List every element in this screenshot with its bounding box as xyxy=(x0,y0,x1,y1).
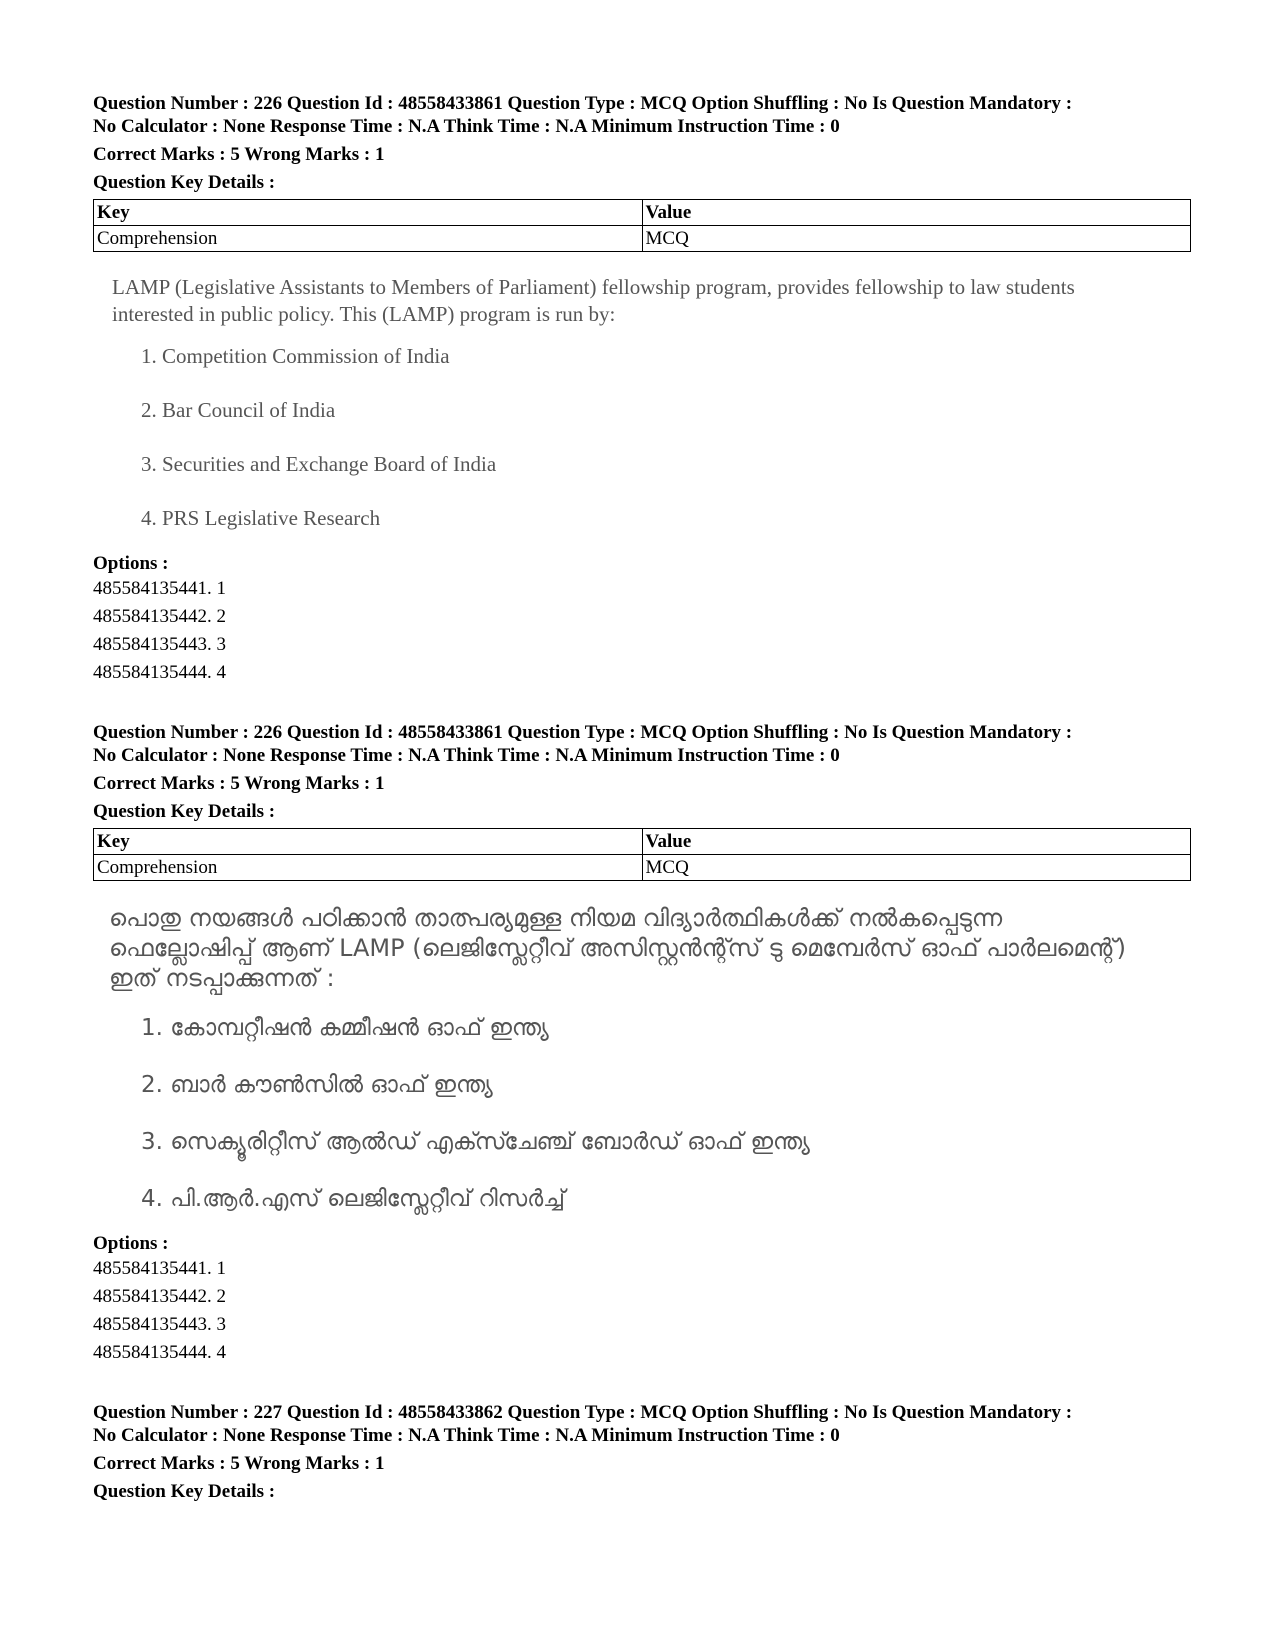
key-details-table xyxy=(93,828,1191,881)
choice-item: 3. സെക്യൂരിറ്റീസ് ആൽഡ് എക്സ്ചേഞ്ച് ബോർഡ് ഓഫ് ഇന്ത്യ xyxy=(141,1129,810,1155)
table-header-row xyxy=(94,829,1191,855)
table-header-row xyxy=(94,200,1191,226)
choice-item: 4. PRS Legislative Research xyxy=(141,506,381,530)
table-header-key: Key xyxy=(94,829,643,855)
option-row: 485584135441. 1 xyxy=(93,578,226,599)
choice-item: 1. Competition Commission of India xyxy=(141,344,450,368)
option-row: 485584135441. 1 xyxy=(93,1258,226,1279)
marks-line: Correct Marks : 5 Wrong Marks : 1 xyxy=(93,144,385,165)
choice-item: 1. കോമ്പറ്റീഷൻ കമ്മീഷൻ ഓഫ് ഇന്ത്യ xyxy=(141,1015,549,1041)
option-row: 485584135444. 4 xyxy=(93,662,226,683)
table-header-value: Value xyxy=(642,200,1191,226)
option-row: 485584135443. 3 xyxy=(93,1314,226,1335)
option-row: 485584135442. 2 xyxy=(93,606,226,627)
options-label: Options : xyxy=(93,553,169,574)
choice-item: 3. Securities and Exchange Board of India xyxy=(141,452,497,476)
question-block-227 xyxy=(93,1401,1193,1503)
choice-list xyxy=(93,1013,1193,1214)
option-row: 485584135444. 4 xyxy=(93,1342,226,1363)
marks-line: Correct Marks : 5 Wrong Marks : 1 xyxy=(93,773,385,794)
question-meta-line-2: No Calculator : None Response Time : N.A Think Time : N.A Minimum Instruction Time : 0 xyxy=(93,1425,840,1446)
option-row: 485584135443. 3 xyxy=(93,634,226,655)
choice-item: 2. ബാർ കൗൺസിൽ ഓഫ് ഇന്ത്യ xyxy=(141,1072,493,1098)
key-details-label: Question Key Details : xyxy=(93,801,276,822)
table-cell-key: Comprehension xyxy=(94,855,643,881)
choice-item: 2. Bar Council of India xyxy=(141,398,336,422)
question-text: LAMP (Legislative Assistants to Members of Parliament) fellowship program, provides fellowship to law students interested in public policy. This (LAMP) program is run by: xyxy=(112,275,1075,326)
question-meta-line-2: No Calculator : None Response Time : N.A Think Time : N.A Minimum Instruction Time : 0 xyxy=(93,745,840,766)
choice-list xyxy=(93,343,1193,532)
key-details-label: Question Key Details : xyxy=(93,1481,276,1502)
key-details-table xyxy=(93,199,1191,252)
question-meta-line-2: No Calculator : None Response Time : N.A Think Time : N.A Minimum Instruction Time : 0 xyxy=(93,116,840,137)
option-row: 485584135442. 2 xyxy=(93,1286,226,1307)
table-cell-value: MCQ xyxy=(642,226,1191,252)
table-header-key: Key xyxy=(94,200,643,226)
question-meta-line-1: Question Number : 226 Question Id : 48558433861 Question Type : MCQ Option Shuffling : No Is Question Mandatory : xyxy=(93,722,1073,743)
question-block-226-malayalam xyxy=(93,721,1193,1367)
table-row xyxy=(94,855,1191,881)
question-meta-line-1: Question Number : 227 Question Id : 48558433862 Question Type : MCQ Option Shuffling : No Is Question Mandatory : xyxy=(93,1402,1073,1423)
table-header-value: Value xyxy=(642,829,1191,855)
question-text: പൊതു നയങ്ങൾ പഠിക്കാൻ താത്പര്യമുള്ള നിയമ വിദ്യാർത്ഥികൾക്ക് നൽകപ്പെടുന്ന ഫെല്ലോഷിപ്പ് ആണ് LAMP (ലെജിസ്ലേറ്റീവ് അസിസ്റ്റൻന്റ്സ് ടു മെമ്പേർസ് ഓഫ് പാർലമെന്റ്) ഇത് നടപ്പാക്കുന്നത് : xyxy=(109,904,1126,992)
question-block-226-english xyxy=(93,92,1193,687)
question-meta-line-1: Question Number : 226 Question Id : 48558433861 Question Type : MCQ Option Shuffling : No Is Question Mandatory : xyxy=(93,93,1073,114)
document-page xyxy=(93,92,1193,1503)
table-cell-value: MCQ xyxy=(642,855,1191,881)
table-cell-key: Comprehension xyxy=(94,226,643,252)
key-details-label: Question Key Details : xyxy=(93,172,276,193)
options-label: Options : xyxy=(93,1233,169,1254)
choice-item: 4. പി.ആർ.എസ് ലെജിസ്ലേറ്റീവ് റിസർച്ച് xyxy=(141,1186,565,1212)
table-row xyxy=(94,226,1191,252)
marks-line: Correct Marks : 5 Wrong Marks : 1 xyxy=(93,1453,385,1474)
